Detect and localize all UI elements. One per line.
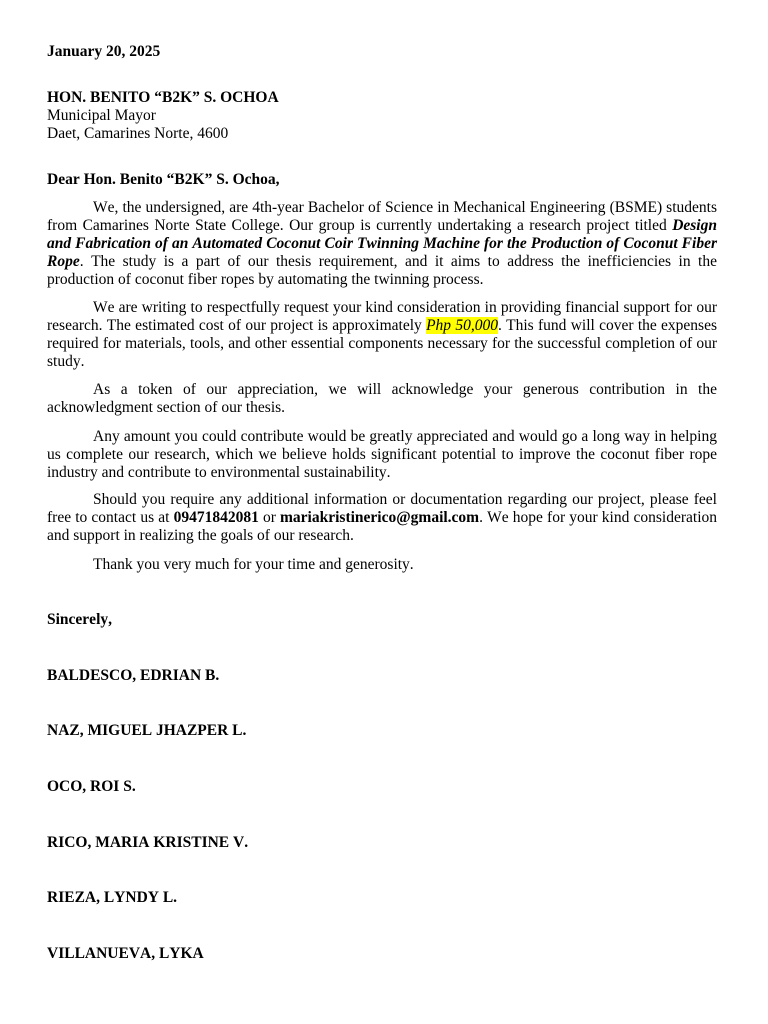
body-paragraph-1 bbox=[47, 199, 717, 289]
body-paragraph-6: Thank you very much for your time and generosity. bbox=[93, 556, 414, 573]
signatory-name: NAZ, MIGUEL JHAZPER L. bbox=[47, 722, 247, 739]
signatory-name: OCO, ROI S. bbox=[47, 778, 136, 795]
contact-email: mariakristinerico@gmail.com bbox=[280, 509, 480, 526]
project-title: Design and Fabrication of an Automated Coconut Coir Twinning Machine for the Production of Coconut Fiber Rope bbox=[47, 217, 717, 270]
paragraph-text: We, the undersigned, are 4th-year Bachelor of Science in Mechanical Engineering (BSME) students from Camarines Norte State College. Our group is currently undertaking a research project titled bbox=[47, 199, 717, 234]
closing: Sincerely, bbox=[47, 611, 112, 628]
recipient-name: HON. BENITO “B2K” S. OCHOA bbox=[47, 89, 279, 106]
signatory-name: RIEZA, LYNDY L. bbox=[47, 889, 178, 906]
recipient-address: Daet, Camarines Norte, 4600 bbox=[47, 125, 229, 142]
contact-phone: 09471842081 bbox=[173, 509, 259, 526]
highlighted-amount: Php 50,000 bbox=[426, 317, 498, 334]
paragraph-text: We are writing to respectfully request your kind consideration in providing financial support for our research. The estimated cost of our project is approximately bbox=[47, 299, 717, 334]
body-paragraph-5 bbox=[47, 491, 717, 545]
signatory-name: RICO, MARIA KRISTINE V. bbox=[47, 834, 249, 851]
body-paragraph-3: As a token of our appreciation, we will acknowledge your generous contribution in the acknowledgment section of our thesis. bbox=[47, 381, 717, 416]
paragraph-text: or bbox=[258, 509, 281, 526]
signatory-name: BALDESCO, EDRIAN B. bbox=[47, 667, 220, 684]
paragraph-text: . We hope for your kind consideration and support in realizing the goals of our research. bbox=[47, 509, 717, 544]
body-paragraph-2 bbox=[47, 299, 717, 371]
salutation: Dear Hon. Benito “B2K” S. Ochoa, bbox=[47, 171, 280, 188]
paragraph-text: . This fund will cover the expenses required for materials, tools, and other essential components necessary for the successful completion of our study. bbox=[47, 317, 717, 370]
letter-date: January 20, 2025 bbox=[47, 43, 161, 60]
body-paragraph-4: Any amount you could contribute would be greatly appreciated and would go a long way in helping us complete our research, which we believe holds significant potential to improve the coconut fiber rope industry and contribute to environmental sustainability. bbox=[47, 428, 717, 481]
recipient-title: Municipal Mayor bbox=[47, 107, 156, 124]
paragraph-text: . The study is a part of our thesis requirement, and it aims to address the inefficiencies in the production of coconut fiber ropes by automating the twinning process. bbox=[47, 253, 717, 288]
paragraph-text: Should you require any additional information or documentation regarding our project, please feel free to contact us at bbox=[47, 491, 717, 526]
signatory-name: VILLANUEVA, LYKA bbox=[47, 945, 204, 962]
